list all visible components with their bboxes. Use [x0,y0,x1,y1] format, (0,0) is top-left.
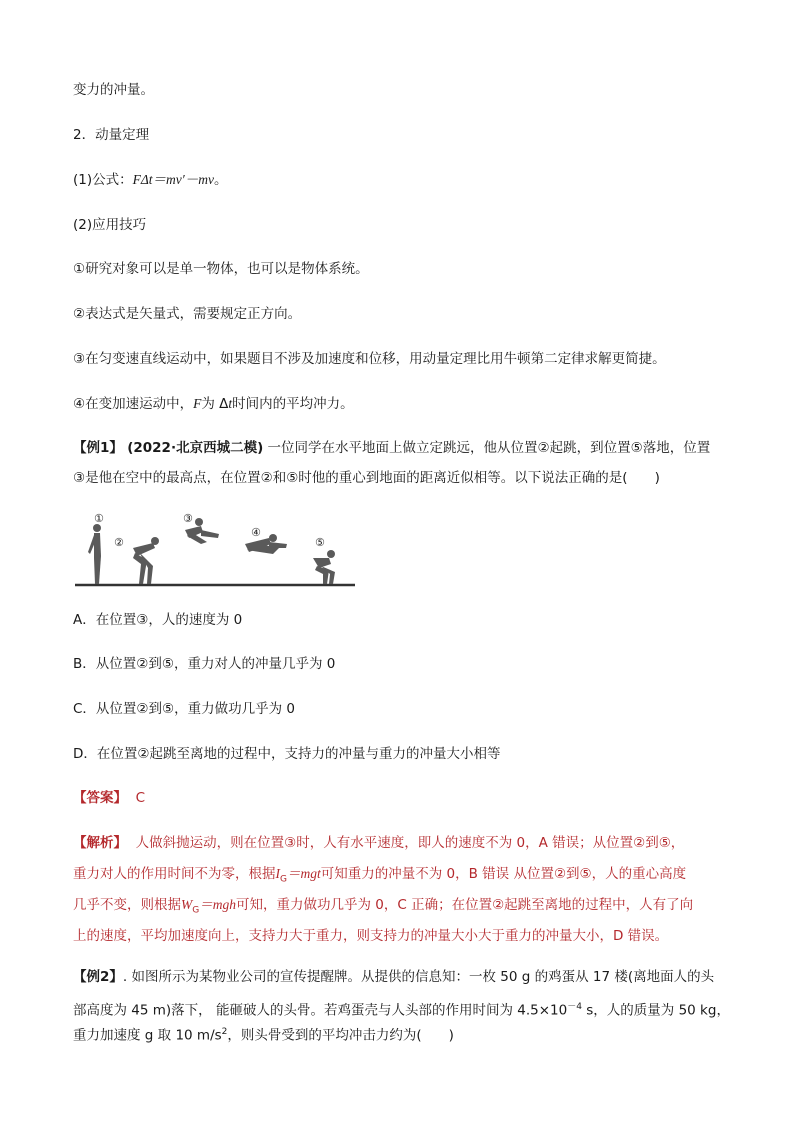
work-formula: ＝mgh [199,897,236,912]
analysis-line1 [73,833,684,853]
jumper-pose-5 [313,550,335,584]
example1-line1 [73,438,710,458]
example1-source: (2022·北京西城二模) [127,440,264,456]
analysis-text-2b: 可知重力的冲量不为 0，B 错误 从位置②到⑤，人的重心高度 [320,866,687,882]
example2-line1 [73,967,714,987]
tip-2: ②表达式是矢量式，需要规定正方向。 [73,306,302,322]
analysis-text-2a: 重力对人的作用时间不为零，根据 [73,866,276,882]
tip-4-mid: 为 Δ [201,396,229,412]
figure-label-5: ⑤ [315,536,325,549]
formula-end: 。 [213,172,228,188]
exponent: 2 [221,1027,228,1037]
tip-4-suffix: 时间内的平均冲力。 [232,396,354,412]
jumper-pose-1 [88,524,101,584]
analysis-line2 [73,864,686,890]
example2-text-2: 部高度为 45 m)落下， 能砸破人的头骨。若鸡蛋壳与人头部的作用时间为 4.5×10 [73,1002,568,1019]
var-F: F [193,396,202,411]
tip-4-prefix: ④在变加速运动中， [73,396,194,412]
answer-tag: 【答案】 [73,790,127,806]
example2-line2 [73,997,730,1021]
figure-label-4: ④ [251,526,261,539]
option-c: C．从位置②到⑤，重力做功几乎为 0 [73,701,296,717]
answer-line [73,788,145,808]
section-heading: 2．动量定理 [73,127,150,143]
tip-4 [73,394,354,414]
formula-line [73,170,227,190]
long-jump-figure [73,508,363,592]
figure-label-2: ② [114,536,124,549]
var-t: t [228,396,233,411]
formula: FΔt＝mv′－mv [132,172,214,187]
tip-1: ①研究对象可以是单一物体，也可以是物体系统。 [73,261,369,277]
option-a: A．在位置③，人的速度为 0 [73,612,243,628]
exponent: －4 [567,1002,582,1012]
analysis-line3 [73,895,693,921]
example1-tag: 【例1】 [73,440,123,456]
example1-text: 一位同学在水平地面上做立定跳远，他从位置②起跳，到位置⑤落地，位置 [267,440,711,456]
figure-label-1: ① [94,512,104,525]
jumper-pose-2 [133,537,159,584]
subscript-G: G [280,874,287,885]
figure-label-3: ③ [183,512,193,525]
example2-line3 [73,1022,454,1046]
impulse-formula: ＝mgt [286,866,321,881]
symbol-I: I [275,866,280,881]
example2-tag: 【例2】 [73,969,123,985]
option-d: D．在位置②起跳至离地的过程中，支持力的冲量与重力的冲量大小相等 [73,746,501,762]
symbol-W: W [181,897,193,912]
analysis-text-3b: 可知，重力做功几乎为 0，C 正确；在位置②起跳至离地的过程中，人有了向 [235,897,694,913]
example2-text-1: . 如图所示为某物业公司的宣传提醒牌。从提供的信息知：一枚 50 g 的鸡蛋从 17 楼(离地面人的头 [122,969,715,985]
analysis-tag: 【解析】 [73,835,127,851]
formula-label: (1)公式： [73,172,133,188]
tip-3: ③在匀变速直线运动中，如果题目不涉及加速度和位移，用动量定理比用牛顿第二定律求解更简捷。 [73,351,666,367]
example2-text-3b: ，则头骨受到的平均冲击力约为( ) [227,1027,454,1044]
option-b: B．从位置②到⑤，重力对人的冲量几乎为 0 [73,656,336,672]
subheading: (2)应用技巧 [73,217,147,233]
subscript-G: G [192,905,200,916]
example2-text-2b: s，人的质量为 50 kg， [581,1002,730,1019]
example2-text-3: 重力加速度 g 取 10 m/s [73,1027,222,1044]
example1-line2: ③是他在空中的最高点，在位置②和⑤时他的重心到地面的距离近似相等。以下说法正确的是( ) [73,470,660,486]
analysis-text-3a: 几乎不变，则根据 [73,897,181,913]
analysis-line4: 上的速度，平均加速度向上，支持力大于重力，则支持力的冲量大小大于重力的冲量大小，D 错误。 [73,928,669,944]
analysis-text-1: 人做斜抛运动，则在位置③时，人有水平速度，即人的速度不为 0，A 错误；从位置②到⑤， [135,835,685,851]
answer-value: C [135,790,146,806]
text-line: 变力的冲量。 [73,82,154,98]
